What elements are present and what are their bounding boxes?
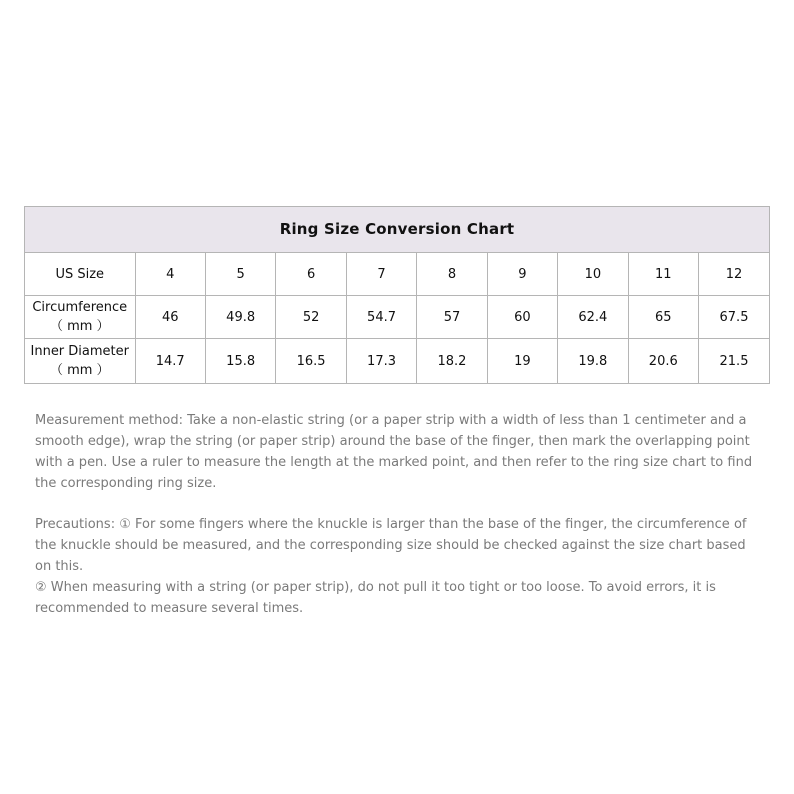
table-cell: 6 xyxy=(276,253,346,296)
table-cell: 16.5 xyxy=(276,339,346,384)
table-cell: 11 xyxy=(628,253,698,296)
table-cell: 15.8 xyxy=(205,339,275,384)
table-cell: 65 xyxy=(628,296,698,339)
table-cell: 17.3 xyxy=(346,339,416,384)
table-cell: 18.2 xyxy=(417,339,487,384)
table-cell: 9 xyxy=(487,253,557,296)
row-header-inner-diameter xyxy=(25,339,135,384)
table-cell: 52 xyxy=(276,296,346,339)
measurement-notes xyxy=(35,410,765,619)
size-table xyxy=(25,253,769,383)
table-cell: 54.7 xyxy=(346,296,416,339)
row-label: Inner Diameter xyxy=(30,344,129,359)
table-row-circumference xyxy=(25,296,769,339)
chart-title: Ring Size Conversion Chart xyxy=(25,207,769,253)
table-cell: 46 xyxy=(135,296,205,339)
table-cell: 14.7 xyxy=(135,339,205,384)
table-cell: 67.5 xyxy=(699,296,770,339)
row-header-us-size xyxy=(25,253,135,296)
table-row-inner-diameter xyxy=(25,339,769,384)
row-unit: （ mm ） xyxy=(49,319,110,334)
table-cell: 57 xyxy=(417,296,487,339)
table-cell: 7 xyxy=(346,253,416,296)
table-cell: 10 xyxy=(558,253,628,296)
precautions-text xyxy=(35,514,765,619)
row-label: US Size xyxy=(55,266,105,282)
table-cell: 21.5 xyxy=(719,353,749,369)
table-cell: 49.8 xyxy=(205,296,275,339)
table-cell: 12 xyxy=(699,253,770,296)
row-header-circumference xyxy=(25,296,135,339)
table-cell: 19.8 xyxy=(558,339,628,384)
table-cell: 62.4 xyxy=(558,296,628,339)
table-cell: 19 xyxy=(487,339,557,384)
measurement-method-text: Measurement method: Take a non-elastic string (or a paper strip with a width of less than 1 centimeter and a smooth edge), wrap the string (or paper strip) around the base of the finger, then mark the overlapping point with a pen. Use a ruler to measure the length at the marked point, and then refer to the ring size chart to find the corresponding ring size. xyxy=(35,413,753,491)
row-label: Circumference xyxy=(32,300,128,315)
table-cell: 5 xyxy=(205,253,275,296)
row-unit: （ mm ） xyxy=(49,363,110,378)
ring-size-chart xyxy=(24,206,770,384)
table-cell: 60 xyxy=(487,296,557,339)
precaution-1: Precautions: ① For some fingers where the knuckle is larger than the base of the finger, the circumference of the knuckle should be measured, and the corresponding size should be checked against the size chart based on this. xyxy=(35,517,747,574)
precaution-2: ② When measuring with a string (or paper strip), do not pull it too tight or too loose. To avoid errors, it is recommended to measure several times. xyxy=(35,580,716,616)
table-cell: 20.6 xyxy=(628,339,698,384)
table-cell: 8 xyxy=(417,253,487,296)
table-row-us-size xyxy=(25,253,769,296)
table-cell: 4 xyxy=(135,253,205,296)
